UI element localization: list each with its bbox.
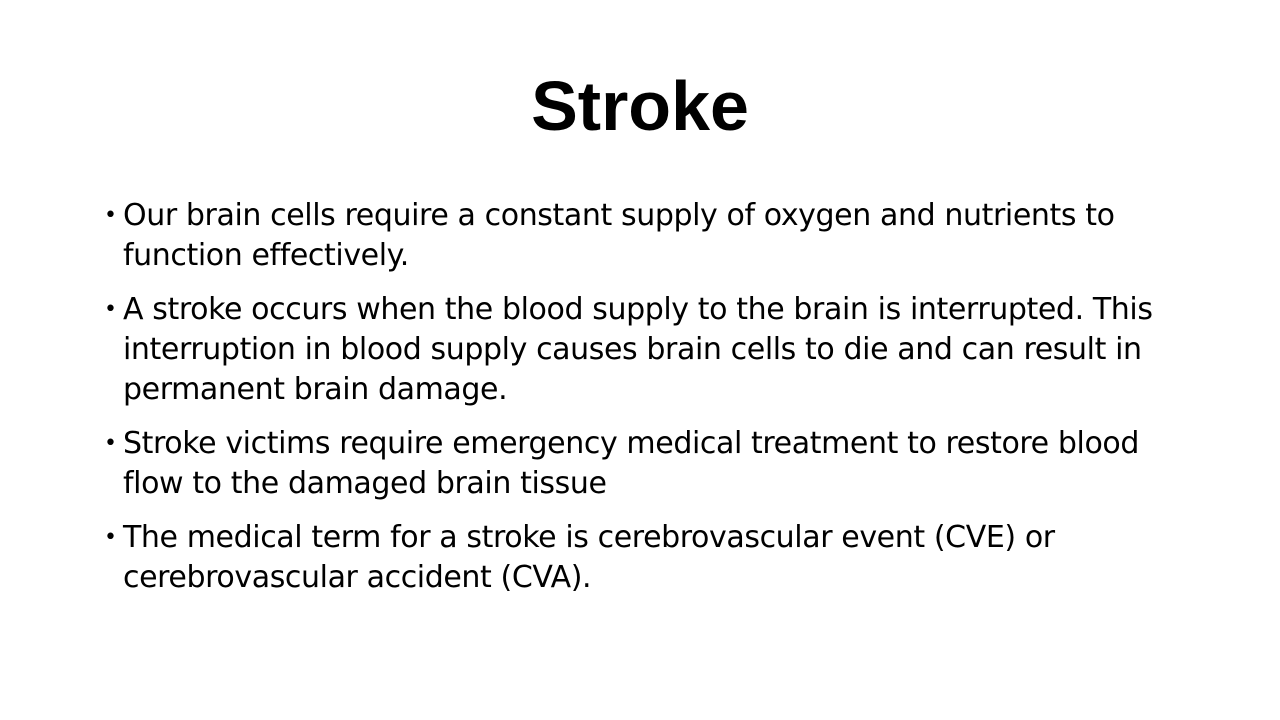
bullet-text: Our brain cells require a constant supply of oxygen and nutrients to function effectively. bbox=[123, 198, 1115, 273]
slide-title: Stroke bbox=[531, 67, 749, 145]
bullet-icon: • bbox=[104, 431, 117, 456]
bullet-icon: • bbox=[104, 297, 117, 322]
bullet-list bbox=[104, 196, 1184, 612]
bullet-item bbox=[104, 424, 1184, 504]
bullet-text: A stroke occurs when the blood supply to the brain is interrupted. This interruption in blood supply causes brain cells to die and can result in permanent brain damage. bbox=[123, 292, 1153, 407]
bullet-item bbox=[104, 196, 1184, 276]
bullet-text: Stroke victims require emergency medical treatment to restore blood flow to the damaged brain tissue bbox=[123, 426, 1140, 501]
bullet-icon: • bbox=[104, 525, 117, 550]
bullet-icon: • bbox=[104, 203, 117, 228]
bullet-text: The medical term for a stroke is cerebrovascular event (CVE) or cerebrovascular accident (CVA). bbox=[123, 520, 1055, 595]
bullet-item bbox=[104, 518, 1184, 598]
bullet-item bbox=[104, 290, 1184, 410]
